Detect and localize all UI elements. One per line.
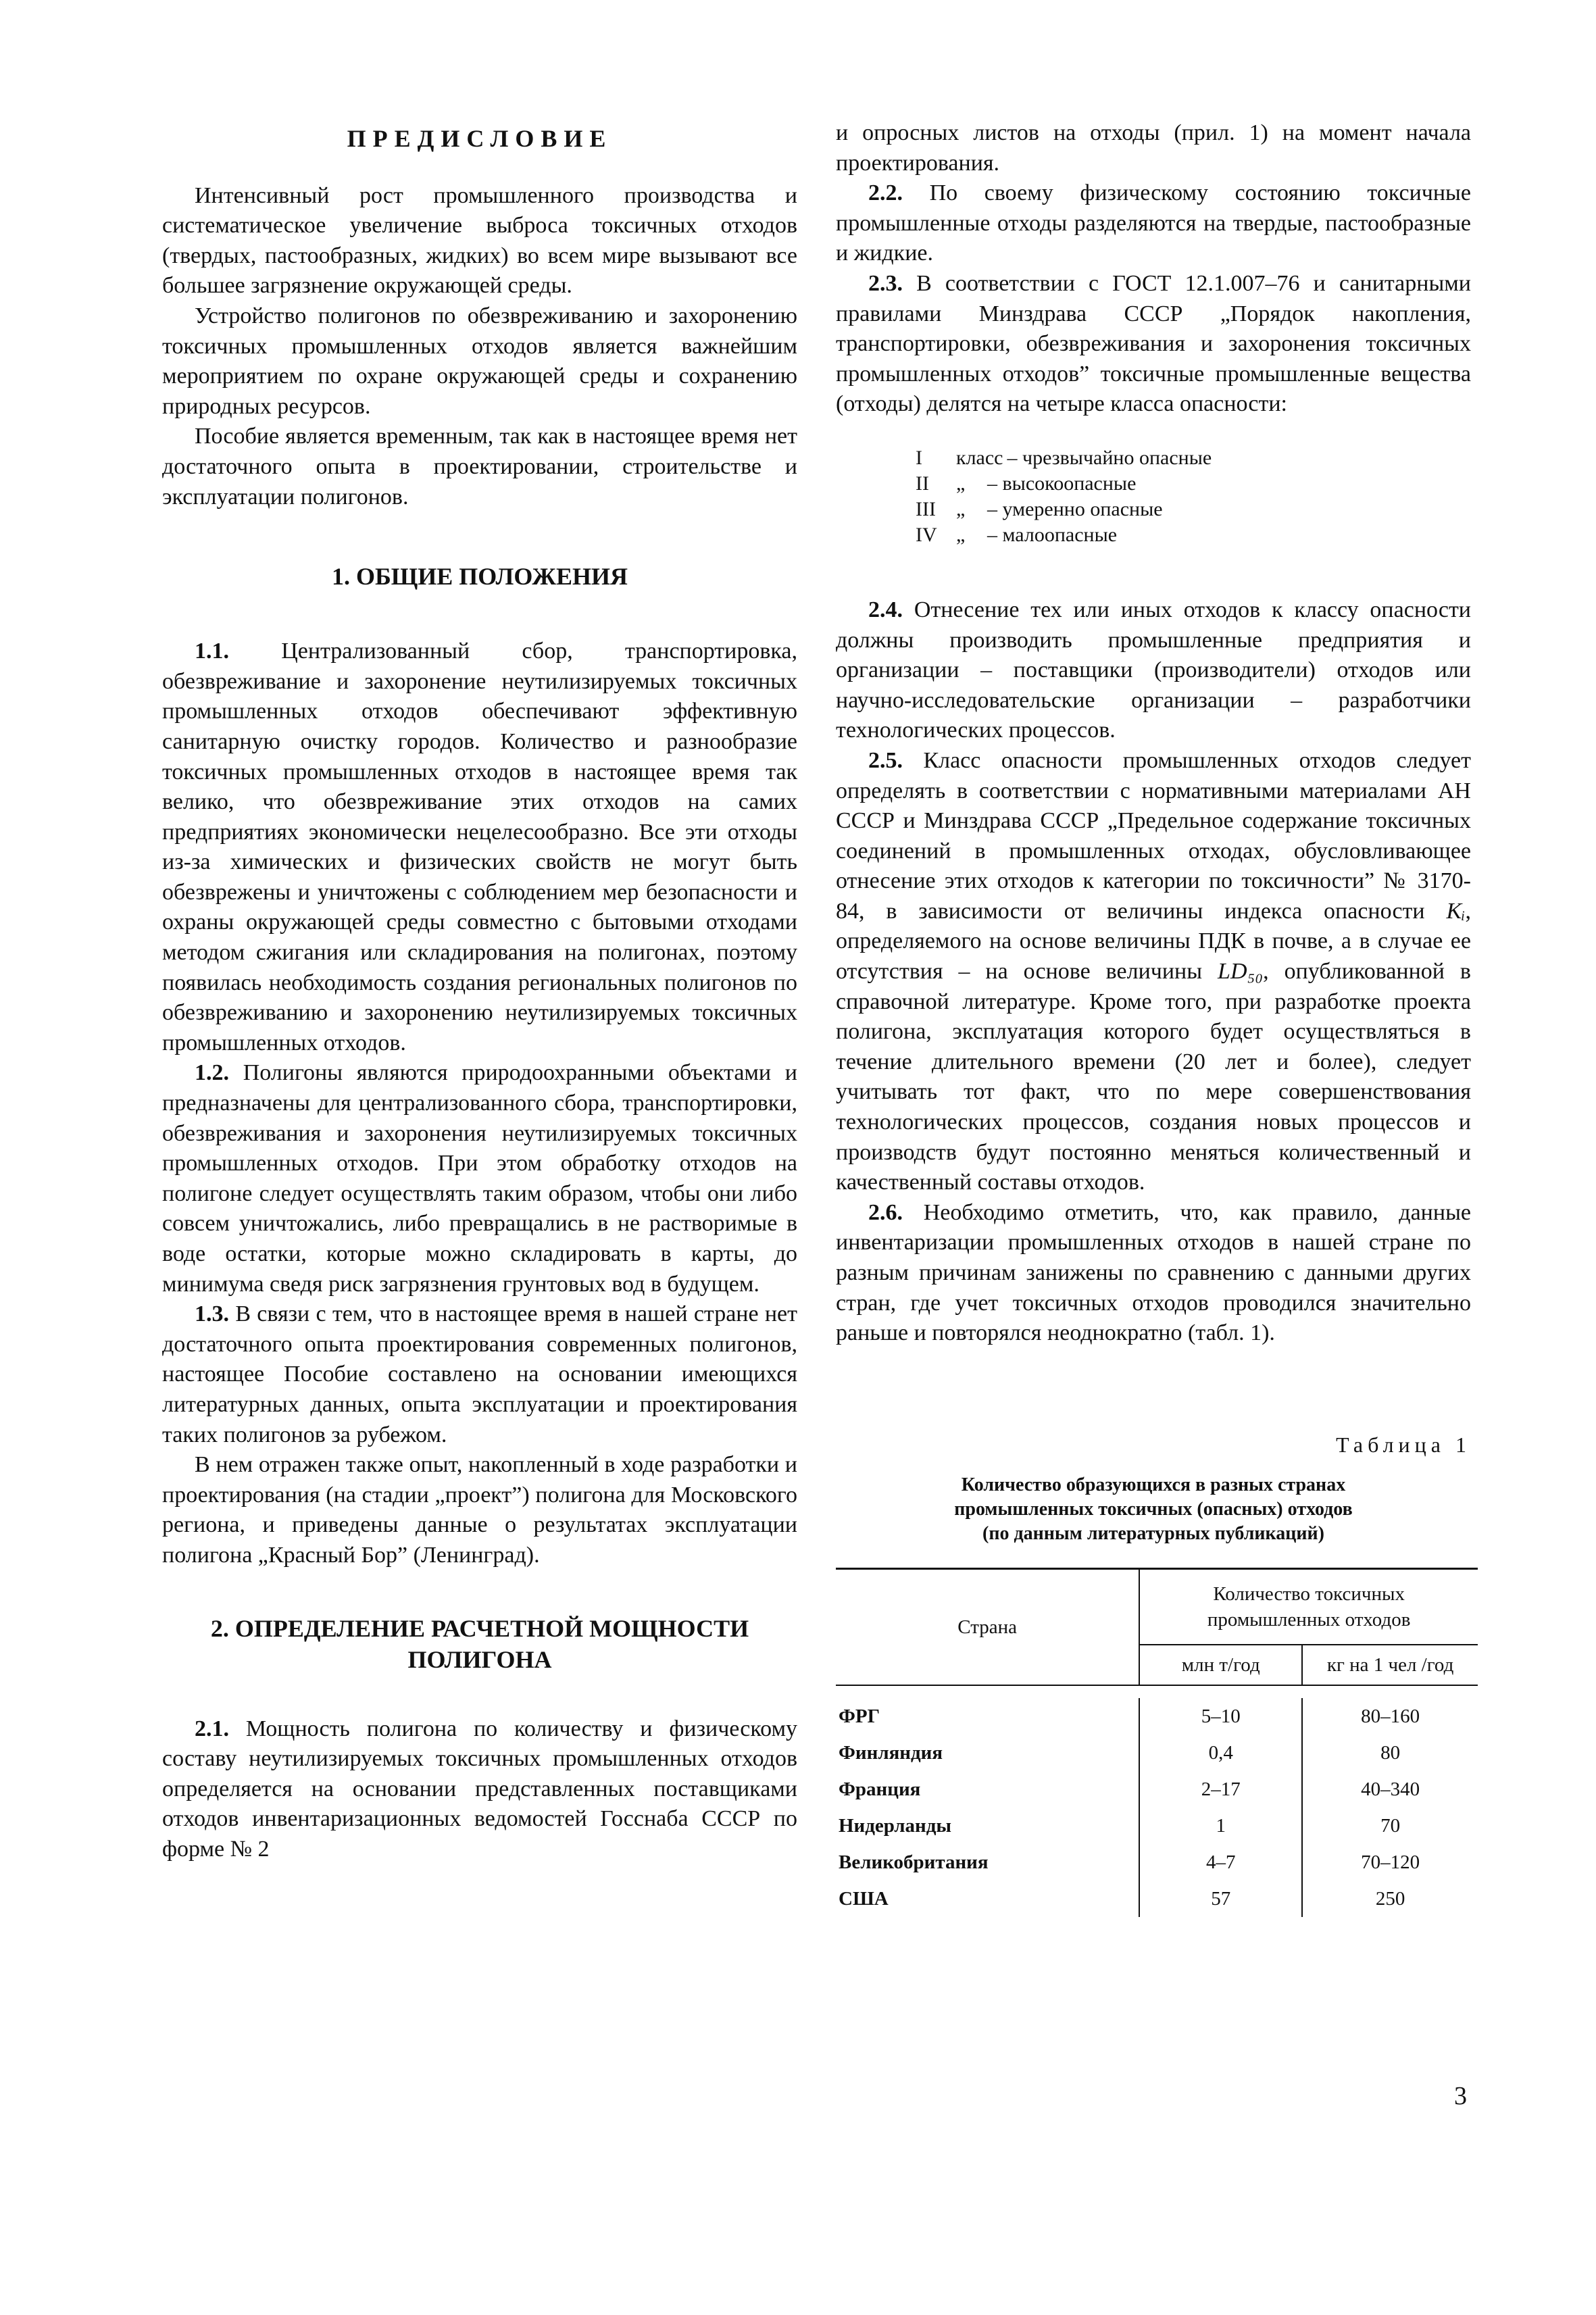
table-cell-kg: 250 — [1302, 1881, 1478, 1917]
paragraph-2-6 — [836, 1198, 1471, 1349]
paragraph-text-a: Класс опасности промышленных отходов следует определять в соответствии с нормативными материалами АН СССР и Минздрава СССР „Предельное содержание токсичных соединений в промышленных отходах, обусловливающее отнесение этих отходов к категории по токсичности” № 3170-84, в зависимости от величины индекса опасности — [836, 747, 1471, 924]
table-cell-country: Франция — [839, 1778, 921, 1801]
paragraph-number: 2.1. — [195, 1716, 229, 1741]
paragraph-number: 2.4. — [868, 597, 903, 622]
section-2-title-line2: ПОЛИГОНА — [407, 1645, 552, 1673]
paragraph-text: Необходимо отметить, что, как правило, данные инвентаризации промышленных отходов в нашей стране по разным причинам занижены по сравнению с данными других стран, где учет токсичных отходов проводился значительно раньше и повторялся неоднократно (табл. 1). — [836, 1199, 1471, 1346]
table-cell-kg: 80–160 — [1302, 1698, 1478, 1735]
table-cell-kg: 40–340 — [1302, 1771, 1478, 1808]
table-cell-mt: 1 — [1139, 1808, 1302, 1844]
table-cell-country: США — [839, 1888, 889, 1910]
paragraph-text: Централизованный сбор, транспортировка, обезвреживание и захоронение неутилизируемых токсичных промышленных отходов обеспечивают эффективную санитарную очистку городов. Количество и разнообразие токсичных промышленных отходов в настоящее время так велико, что обезвреживание этих отходов на самих предприятиях экономически нецелесообразно. Все эти отходы из-за химических и физических свойств не могут быть обезврежены и уничтожены с соблюдением мер безопасности и охраны окружающей среды совместно с бытовыми отходами методом сжигания или складирования на полигонах, поэтому появилась необходимость создания региональных полигонов по обезвреживанию и захоронению неутилизируемых токсичных промышленных отходов. — [162, 639, 797, 1055]
hazard-class-desc: – высокоопасные — [987, 472, 1137, 495]
paragraph-text-b: , определяемого на основе величины ПДК в почве, а в случае ее отсутствия – на основе величины — [836, 898, 1471, 985]
table-cell-mt: 0,4 — [1139, 1735, 1302, 1771]
table-cell-mt: 57 — [1139, 1881, 1302, 1917]
table-header-group-line: промышленных отходов — [1207, 1609, 1411, 1631]
paragraph-number: 1.3. — [195, 1301, 229, 1327]
table-row — [836, 1771, 1478, 1808]
hazard-class-desc: – умеренно опасные — [987, 497, 1163, 520]
paragraph-1-1 — [162, 637, 797, 1058]
section-2-title-line1: 2. ОПРЕДЕЛЕНИЕ РАСЧЕТНОЙ МОЩНОСТИ — [210, 1614, 749, 1642]
hazard-class-item — [916, 471, 1471, 497]
table-row — [836, 1735, 1478, 1771]
paragraph-1-3 — [162, 1299, 797, 1450]
table-cell-kg: 80 — [1302, 1735, 1478, 1771]
hazard-class-list — [916, 445, 1471, 548]
hazard-index-variable: Kᵢ — [1446, 898, 1466, 924]
preface-title: ПРЕДИСЛОВИЕ — [347, 125, 613, 152]
table-cell-country: Финляндия — [839, 1742, 943, 1764]
table-cell-country: Великобритания — [839, 1851, 989, 1874]
hazard-class-item — [916, 522, 1471, 548]
left-column — [162, 118, 797, 1865]
paragraph-number: 1.2. — [195, 1060, 229, 1086]
hazard-class-roman: I — [916, 446, 922, 469]
hazard-class-roman: III — [916, 497, 936, 520]
table-cell-kg: 70–120 — [1302, 1844, 1478, 1881]
paragraph-number: 2.6. — [868, 1199, 903, 1225]
preface-paragraph: Пособие является временным, так как в настоящее время нет достаточного опыта в проектировании, строительстве и эксплуатации полигонов. — [162, 424, 797, 509]
section-1-title: 1. ОБЩИЕ ПОЛОЖЕНИЯ — [331, 563, 628, 591]
paragraph-text: Отнесение тех или иных отходов к классу опасности должны производить промышленные предприятия и организации – поставщики (производители) отходов или научно-исследовательские организации – разработчики технологических процессов. — [836, 597, 1471, 743]
table-header-group — [1139, 1569, 1478, 1645]
paragraph-text: Мощность полигона по количеству и физическому составу неутилизируемых токсичных промышленных отходов определяется на основании представленных поставщиками отходов инвентаризационных ведомостей Госснаба СССР по форме № 2 — [162, 1716, 797, 1862]
paragraph-number: 2.5. — [868, 747, 903, 773]
page-number: 3 — [1454, 2082, 1467, 2110]
table-cell-kg: 70 — [1302, 1808, 1478, 1844]
paragraph-2-4 — [836, 595, 1471, 746]
paragraph-2-1-continuation: и опросных листов на отходы (прил. 1) на момент начала проектирования. — [836, 120, 1471, 176]
paragraph-text: Полигоны являются природоохранными объектами и предназначены для централизованного сбора, транспортировки, обезвреживания и захоронения неутилизируемых токсичных промышленных отходов. При этом обработку отходов на полигоне следует осуществлять таким образом, чтобы они либо совсем уничтожались, либо превращались в не растворимые в воде остатки, которые можно складировать в карты, до минимума сведя риск загрязнения грунтовых вод в будущем. — [162, 1060, 797, 1297]
paragraph-number: 2.2. — [868, 180, 903, 206]
preface-paragraph: Интенсивный рост промышленного производства и систематическое увеличение выброса токсичных отходов (твердых, пастообразных, жидких) во всем мире вызывают все большее загрязнение окружающей среды. — [162, 182, 797, 299]
paragraph-2-3 — [836, 269, 1471, 420]
right-column — [836, 118, 1471, 1917]
hazard-class-mark: „ — [956, 497, 966, 520]
hazard-class-mark: класс — [956, 446, 1003, 469]
paragraph-number: 1.1. — [195, 639, 229, 664]
paragraph-2-1 — [162, 1714, 797, 1865]
paragraph-text: В соответствии с ГОСТ 12.1.007–76 и санитарными правилами Минздрава СССР „Порядок накопления, транспортировки, обезвреживания и захоронения токсичных промышленных отходов” токсичные промышленные вещества (отходы) делятся на четыре класса опасности: — [836, 270, 1472, 417]
paragraph-number: 2.3. — [868, 270, 903, 296]
table-label: Таблица 1 — [1336, 1432, 1471, 1457]
paragraph-text: По своему физическому состоянию токсичные промышленные отходы разделяются на твердые, пастообразные и жидкие. — [836, 180, 1471, 266]
table-header-group-line: Количество токсичных — [1213, 1583, 1405, 1605]
hazard-class-roman: IV — [916, 523, 937, 546]
ld50-variable: LD₅₀ — [1218, 959, 1264, 985]
section-2-title — [162, 1613, 797, 1675]
paragraph-1-2 — [162, 1058, 797, 1299]
hazard-class-desc: – чрезвычайно опасные — [1007, 446, 1212, 469]
table-title — [836, 1473, 1471, 1546]
waste-table — [836, 1568, 1478, 1917]
table-header-country: Страна — [836, 1569, 1139, 1686]
table-title-line: (по данным литературных публикаций) — [982, 1523, 1324, 1545]
table-title-line: промышленных токсичных (опасных) отходов — [954, 1499, 1353, 1520]
hazard-class-item — [916, 497, 1471, 522]
preface-paragraph: Устройство полигонов по обезвреживанию и захоронению токсичных промышленных отходов является важнейшим мероприятием по охране окружающей среды и сохранению природных ресурсов. — [162, 303, 797, 419]
table-row — [836, 1698, 1478, 1735]
paragraph-2-2 — [836, 178, 1471, 269]
table-row — [836, 1844, 1478, 1881]
table-cell-country: Нидерланды — [839, 1815, 952, 1837]
table-row — [836, 1881, 1478, 1917]
paragraph-text: В связи с тем, что в настоящее время в нашей стране нет достаточного опыта проектирования современных полигонов, настоящее Пособие составлено на основании имеющихся литературных данных, опыта эксплуатации и проектирования таких полигонов за рубежом. — [162, 1301, 798, 1447]
table-cell-country: ФРГ — [839, 1706, 880, 1728]
table-cell-mt: 4–7 — [1139, 1844, 1302, 1881]
hazard-class-mark: „ — [956, 472, 966, 495]
hazard-class-desc: – малоопасные — [987, 523, 1118, 546]
table-cell-mt: 2–17 — [1139, 1771, 1302, 1808]
hazard-class-item — [916, 445, 1471, 471]
paragraph-text-c: , опубликованной в справочной литературе. Кроме того, при разработке проекта полигона, эксплуатация которого будет осуществляться в течение длительного времени (20 лет и более), следует учитывать тот факт, что по мере совершенствования технологических процессов, создания новых процессов и производств будут постоянно меняться количественный и качественный составы отходов. — [836, 959, 1471, 1195]
table-title-line: Количество образующихся в разных странах — [961, 1474, 1346, 1496]
paragraph-1-3-extra: В нем отражен также опыт, накопленный в ходе разработки и проектирования (на стадии „проект”) полигона для Московского региона, и приведены данные о результатах эксплуатации полигона „Красный Бор” (Ленинград). — [162, 1452, 797, 1568]
paragraph-2-5 — [836, 746, 1471, 1198]
table-cell-mt: 5–10 — [1139, 1698, 1302, 1735]
table-row — [836, 1808, 1478, 1844]
table-header-kg: кг на 1 чел /год — [1302, 1645, 1478, 1685]
hazard-class-roman: II — [916, 472, 929, 495]
hazard-class-mark: „ — [956, 523, 966, 546]
table-header-mt: млн т/год — [1139, 1645, 1302, 1685]
